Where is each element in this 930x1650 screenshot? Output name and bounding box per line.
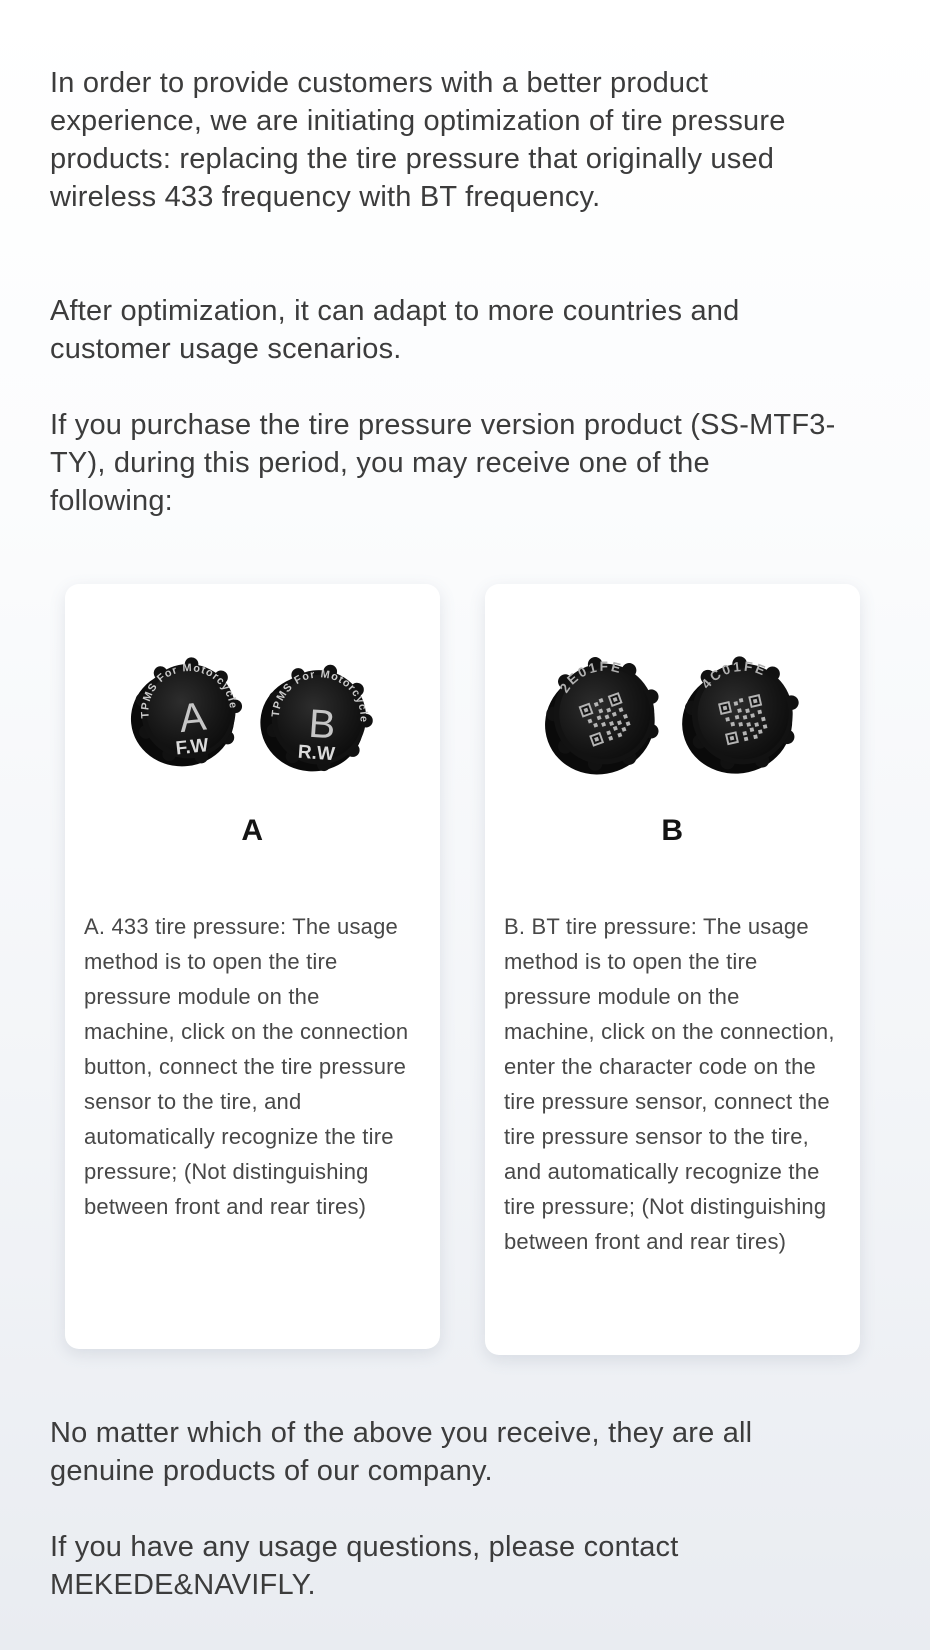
card-description-bt: B. BT tire pressure: The usage method is to open the tire pressure module on the machine, click on the connection, enter the character code on the tire pressure sensor, connect the tire pressure sensor to the tire, and automatically recognize the tire pressure; (Not distinguishing between front and rear tires) bbox=[504, 914, 835, 1254]
sensor-code-text: 4C01FE bbox=[697, 658, 769, 692]
bt-sensor-image-2 bbox=[666, 641, 817, 792]
product-card-bt bbox=[485, 584, 860, 1355]
intro-paragraph-3: If you purchase the tire pressure version product (SS-MTF3-TY), during this period, you may receive one of the following: bbox=[50, 409, 836, 517]
sensor-position-label: F.W bbox=[174, 735, 210, 760]
sensor-letter: B bbox=[306, 701, 337, 748]
sensor-letter: A bbox=[176, 694, 208, 742]
tpms-sensor-fw-image bbox=[122, 649, 252, 779]
intro-paragraph-2: After optimization, it can adapt to more countries and customer usage scenarios. bbox=[50, 295, 740, 365]
sensor-photo-bt bbox=[485, 642, 860, 792]
bt-sensor-image-1 bbox=[523, 636, 684, 797]
tpms-sensor-rw-image bbox=[254, 657, 380, 783]
sensor-arc-text: TPMS For Motorcycle bbox=[269, 668, 370, 724]
card-label-b: B bbox=[661, 814, 684, 847]
sensor-photo-433 bbox=[65, 642, 440, 792]
card-description-433: A. 433 tire pressure: The usage method is to open the tire pressure module on the machine, click on the connection button, connect the tire pressure sensor to the tire, and automatically recognize the tire pressure; (Not distinguishing between front and rear tires) bbox=[84, 914, 409, 1219]
outro-paragraph-1: No matter which of the above you receive, they are all genuine products of our company. bbox=[50, 1417, 753, 1487]
sensor-code-text: 2E01FE bbox=[556, 658, 624, 696]
outro-paragraph-2: If you have any usage questions, please contact MEKEDE&NAVIFLY. bbox=[50, 1531, 679, 1601]
intro-paragraph-1: In order to provide customers with a better product experience, we are initiating optimization of tire pressure products: replacing the tire pressure that originally used wireless 433 frequency with BT frequency. bbox=[50, 67, 786, 213]
sensor-position-label: R.W bbox=[296, 741, 336, 766]
card-label-a: A bbox=[241, 814, 264, 847]
sensor-arc-text: TPMS For Motorcycle bbox=[138, 661, 239, 719]
product-card-433 bbox=[65, 584, 440, 1349]
